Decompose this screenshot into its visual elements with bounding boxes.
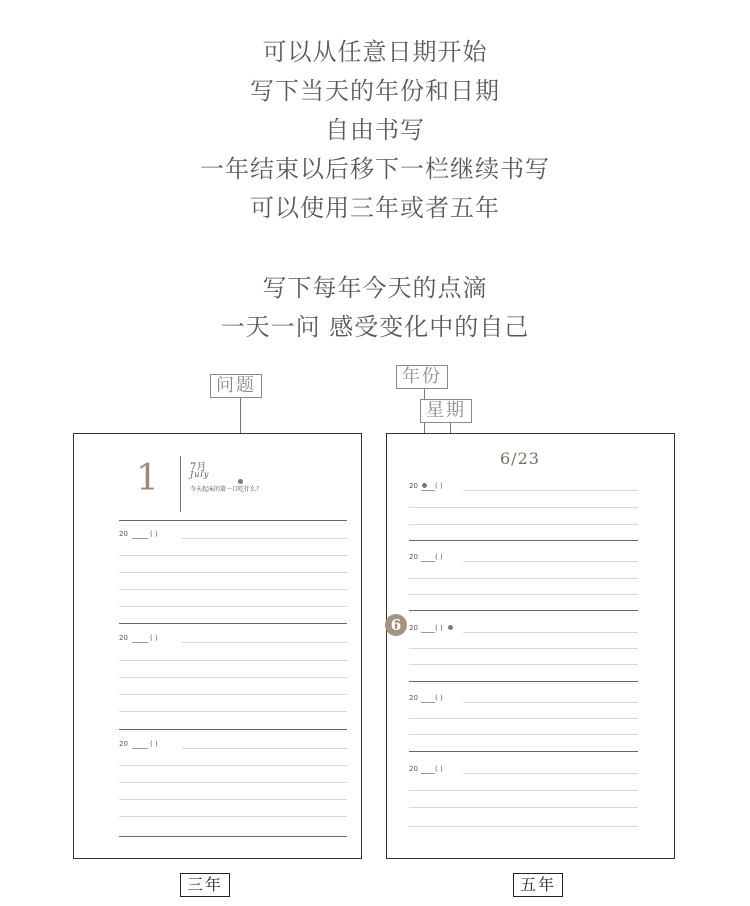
writing-line xyxy=(119,677,347,678)
intro-line: 写下每年今天的点滴 xyxy=(262,274,488,302)
writing-line xyxy=(409,790,638,791)
weekday-label: 星期 xyxy=(420,399,472,423)
weekday-field: ( ) xyxy=(435,624,443,632)
day-number: 1 xyxy=(136,458,159,499)
year-field: 20 xyxy=(119,530,128,538)
year-field: 20 xyxy=(409,624,418,632)
writing-line xyxy=(463,702,638,703)
intro-line: 一天一问 感受变化中的自己 xyxy=(220,313,530,341)
writing-line xyxy=(119,782,347,783)
writing-line xyxy=(409,578,638,579)
weekday-field: ( ) xyxy=(150,634,158,642)
writing-line xyxy=(409,648,638,649)
step-badge: 6 xyxy=(385,614,407,636)
weekday-field: ( ) xyxy=(150,740,158,748)
year-label: 年份 xyxy=(396,365,448,389)
writing-line xyxy=(409,524,638,525)
writing-line xyxy=(463,632,638,633)
year-field: 20 xyxy=(409,765,418,773)
writing-line xyxy=(409,718,638,719)
section-divider xyxy=(119,729,347,730)
intro-line: 写下当天的年份和日期 xyxy=(250,77,500,105)
writing-line xyxy=(182,538,347,539)
five-year-page xyxy=(386,433,675,859)
writing-line xyxy=(119,711,347,712)
year-blank xyxy=(421,702,435,703)
year-blank xyxy=(421,561,435,562)
year-field: 20 xyxy=(409,553,418,561)
three-year-caption: 三年 xyxy=(180,873,230,897)
month-english-label: July xyxy=(190,470,210,479)
weekday-field: ( ) xyxy=(435,765,443,773)
writing-line xyxy=(182,642,347,643)
weekday-field: ( ) xyxy=(435,694,443,702)
year-field: 20 xyxy=(119,740,128,748)
question-label: 问题 xyxy=(210,374,262,398)
writing-line xyxy=(463,561,638,562)
writing-line xyxy=(119,816,347,817)
writing-line xyxy=(119,606,347,607)
section-divider xyxy=(409,610,638,611)
weekday-marker-dot xyxy=(448,625,453,630)
year-blank xyxy=(421,773,435,774)
writing-line xyxy=(119,799,347,800)
writing-line xyxy=(409,507,638,508)
writing-line xyxy=(409,826,638,827)
section-divider xyxy=(119,836,347,837)
writing-line xyxy=(182,748,347,749)
writing-line xyxy=(409,594,638,595)
writing-line xyxy=(409,807,638,808)
writing-line xyxy=(119,694,347,695)
writing-line xyxy=(119,572,347,573)
year-marker-dot xyxy=(422,483,427,488)
year-blank xyxy=(421,632,435,633)
intro-line: 一年结束以后移下一栏继续书写 xyxy=(200,155,550,183)
writing-line xyxy=(463,773,638,774)
weekday-field: ( ) xyxy=(150,530,158,538)
intro-line: 自由书写 xyxy=(325,116,425,144)
intro-text-top xyxy=(0,33,750,228)
writing-line xyxy=(119,589,347,590)
question-text: 今天起床的第一口吃什么？ xyxy=(190,486,263,493)
year-blank xyxy=(132,748,148,749)
writing-line xyxy=(119,660,347,661)
month-label: 7月 xyxy=(190,462,207,473)
writing-line xyxy=(409,664,638,665)
weekday-field: ( ) xyxy=(435,553,443,561)
three-year-page xyxy=(73,433,362,859)
intro-line: 可以使用三年或者五年 xyxy=(250,194,500,222)
year-field: 20 xyxy=(409,482,418,490)
five-year-caption: 五年 xyxy=(513,873,563,897)
section-divider xyxy=(409,540,638,541)
date-heading: 6/23 xyxy=(500,449,540,468)
writing-line xyxy=(119,555,347,556)
writing-line xyxy=(409,734,638,735)
question-marker-dot xyxy=(238,479,243,484)
year-field: 20 xyxy=(409,694,418,702)
year-blank xyxy=(421,490,435,491)
section-divider xyxy=(409,681,638,682)
year-blank xyxy=(132,642,148,643)
section-divider xyxy=(119,623,347,624)
writing-line xyxy=(119,765,347,766)
intro-text-bottom xyxy=(0,269,750,347)
section-divider xyxy=(409,751,638,752)
writing-line xyxy=(463,490,638,491)
section-divider xyxy=(119,520,347,521)
year-blank xyxy=(132,538,148,539)
header-divider xyxy=(180,456,181,512)
weekday-field: ( ) xyxy=(435,482,443,490)
year-field: 20 xyxy=(119,634,128,642)
intro-line: 可以从任意日期开始 xyxy=(262,38,488,66)
